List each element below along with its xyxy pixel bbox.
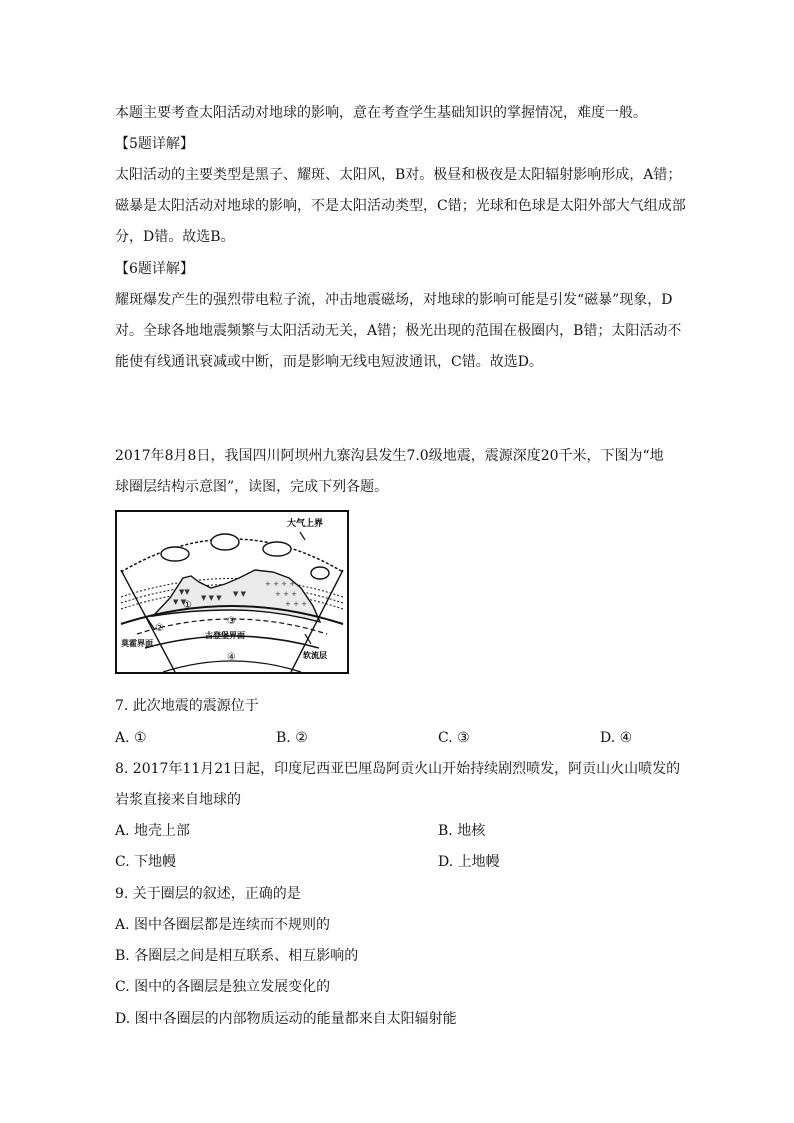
q9-option-d[interactable]: D. 图中各圈层的内部物质运动的能量都来自太阳辐射能 [115,1011,457,1027]
svg-text:+ + +: + + + [285,600,308,608]
q8-option-b[interactable]: B. 地核 [438,823,486,839]
earth-layers-diagram [115,510,349,674]
q9-option-c[interactable]: C. 图中的各圈层是独立发展变化的 [115,979,331,995]
q7-option-c[interactable]: C. ③ [438,730,470,746]
svg-text:▼ ▼: ▼ ▼ [173,598,186,606]
q9-stem: 9. 关于圈层的叙述，正确的是 [115,886,301,902]
label-1: ① [183,600,192,611]
q9-option-a[interactable]: A. 图中各圈层都是连续而不规则的 [115,917,331,933]
q9-option-b[interactable]: B. 各圈层之间是相互联系、相互影响的 [115,948,359,964]
q6-explanation-header: 【6题详解】 [115,261,194,277]
svg-text:▼▼: ▼▼ [179,588,190,596]
q7-option-b[interactable]: B. ② [276,730,308,746]
label-moho: 莫霍界面 [121,639,153,648]
q8-option-c[interactable]: C. 下地幔 [115,854,177,870]
label-asthenosphere: 软流层 [303,651,327,660]
q7-stem: 7. 此次地震的震源位于 [115,698,259,714]
q7-option-a[interactable]: A. ① [115,730,147,746]
q8-stem-line-1: 8. 2017年11月21日起，印度尼西亚巴厘岛阿贡火山开始持续剧烈喷发，阿贡山火山喷发的 [115,761,681,777]
svg-text:+ + + +: + + + + [265,580,296,588]
label-gutenberg: 古登堡界面 [205,631,245,640]
label-3: ③ [227,616,236,627]
q6-explanation-line-3: 能使有线通讯衰减或中断，而是影响无线电短波通讯，C错。故选D。 [115,354,543,370]
passage-line-2: 球圈层结构示意图”，读图，完成下列各题。 [115,479,389,495]
svg-text:▼ ▼: ▼ ▼ [233,590,246,598]
explanation-intro: 本题主要考查太阳活动对地球的影响，意在考查学生基础知识的掌握情况，难度一般。 [115,105,647,121]
q5-explanation-line-1: 太阳活动的主要类型是黑子、耀斑、太阳风，B对。极昼和极夜是太阳辐射影响形成，A错； [115,167,682,183]
q7-option-d[interactable]: D. ④ [600,730,633,746]
svg-text:▼ ▼ ▼: ▼ ▼ ▼ [201,594,222,602]
q8-option-d[interactable]: D. 上地幔 [438,854,500,870]
q5-explanation-line-2: 磁暴是太阳活动对地球的影响，不是太阳活动类型，C错；光球和色球是太阳外部大气组成部 [115,198,686,214]
label-2: ② [155,623,164,634]
q5-explanation-line-3: 分，D错。故选B。 [115,229,235,245]
label-atmosphere-top: 大气上界 [287,519,324,529]
passage-line-1: 2017年8月8日，我国四川阿坝州九寨沟县发生7.0级地震，震源深度20千米，下图为“地 [115,448,664,464]
q5-explanation-header: 【5题详解】 [115,136,194,152]
q8-option-a[interactable]: A. 地壳上部 [115,823,191,839]
label-4: ④ [227,652,236,663]
q8-stem-line-2: 岩浆直接来自地球的 [115,792,241,808]
q6-explanation-line-2: 对。全球各地地震频繁与太阳活动无关，A错；极光出现的范围在极圈内，B错；太阳活动不 [115,323,682,339]
q6-explanation-line-1: 耀斑爆发产生的强烈带电粒子流，冲击地震磁场，对地球的影响可能是引发“磁暴”现象，D [115,292,673,308]
svg-text:+ + +: + + + [275,590,298,598]
